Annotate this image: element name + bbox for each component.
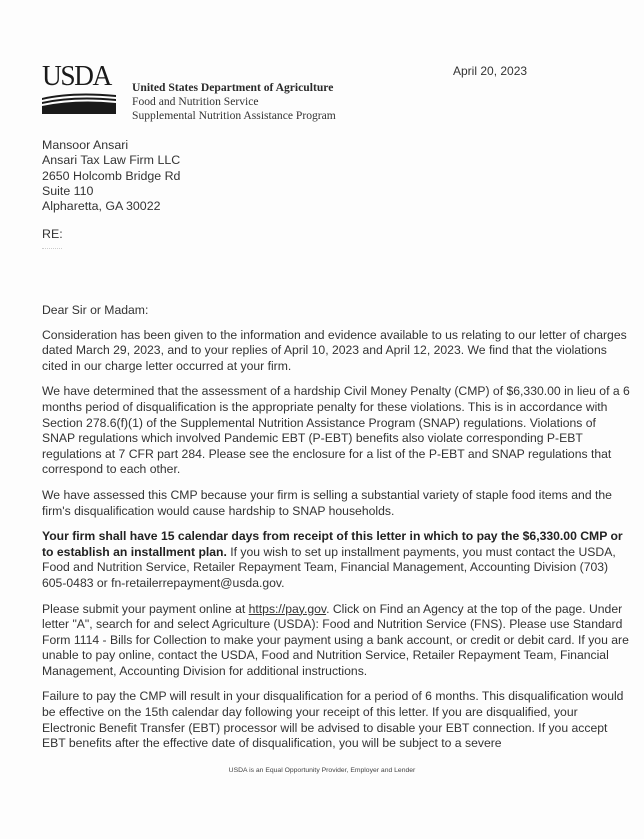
re-line: RE:: [42, 227, 63, 241]
paragraph-findings: Consideration has been given to the information and evidence available to us relating to our letter of charges dated March 29, 2023, and to your replies of April 10, 2023 and April 12, 2023. We find that the violations cited in our charge letter occurred at your firm.: [42, 327, 627, 373]
deadline-bold: Your firm shall have 15 calendar days from receipt of this letter in which to pay the $6,330.00 CMP or to establish an installment plan.: [42, 529, 623, 559]
recipient-firm: Ansari Tax Law Firm LLC: [42, 153, 181, 168]
letter-date: April 20, 2023: [453, 64, 528, 78]
pay-gov-link[interactable]: https://pay.gov: [248, 601, 327, 616]
paragraph-deadline: [42, 529, 632, 591]
payment-post: . Click on Find an Agency at the top of the page. Under letter "A", search for and select Agriculture (USDA): Food and Nutrition Service (FNS). Please use Standard Form 1114 - Bills for Collection to make your payment using a bank account, or credit or debit card. If you are unable to pay online, contact the USDA, Food and Nutrition Service, Retailer Repayment Team, Financial Management, Accounting Division for additional instructions.: [42, 601, 629, 678]
deadline-rest: If you wish to set up installment payments, you must contact the USDA, Food and Nutrition Service, Retailer Repayment Team, Financial Management, Accounting Division (703) 605-0483 or fn-retailerrepayment@usda.gov.: [42, 544, 616, 590]
salutation: Dear Sir or Madam:: [42, 303, 149, 317]
recipient-street: 2650 Holcomb Bridge Rd: [42, 168, 181, 183]
paragraph-hardship: We have assessed this CMP because your firm is selling a substantial variety of staple food items and the firm's disqualification would cause hardship to SNAP households.: [42, 487, 612, 518]
program-name: Supplemental Nutrition Assistance Program: [132, 109, 336, 122]
letterhead-agency: [132, 81, 336, 123]
letter-body: [42, 303, 632, 762]
redacted-reference: [42, 248, 62, 252]
paragraph-failure: Failure to pay the CMP will result in your disqualification for a period of 6 months. This disqualification would be effective on the 15th calendar day following your receipt of this letter. If you are disqualified, your Electronic Benefit Transfer (EBT) processor will be advised to disable your EBT connection. If you accept EBT benefits after the effective date of disqualification, you will be subject to a severe: [42, 689, 624, 751]
payment-pre: Please submit your payment online at: [42, 601, 249, 616]
service-name: Food and Nutrition Service: [132, 95, 259, 108]
recipient-city: Alpharetta, GA 30022: [42, 199, 161, 214]
usda-landscape-icon: [42, 92, 116, 114]
usda-logo: [42, 61, 116, 114]
paragraph-payment: [42, 602, 632, 680]
recipient-name: Mansoor Ansari: [42, 138, 129, 152]
recipient-address: [42, 138, 180, 214]
paragraph-penalty: We have determined that the assessment of a hardship Civil Money Penalty (CMP) of $6,330.00 in lieu of a 6 months period of disqualification is the appropriate penalty for these violations. This is in accordance with Section 278.6(f)(1) of the Supplemental Nutrition Assistance Program (SNAP) regulations. Violations of SNAP regulations which involved Pandemic EBT (P-EBT) benefits also violate corresponding P-EBT regulations at 7 CFR part 284. Please see the enclosure for a list of the P-EBT and SNAP regulations that correspond to each other.: [42, 384, 630, 477]
footer-eoe: USDA is an Equal Opportunity Provider, Employer and Lender: [228, 767, 416, 774]
recipient-suite: Suite 110: [42, 183, 94, 198]
usda-logo-text: USDA: [42, 61, 111, 92]
department-name: United States Department of Agriculture: [132, 81, 334, 94]
